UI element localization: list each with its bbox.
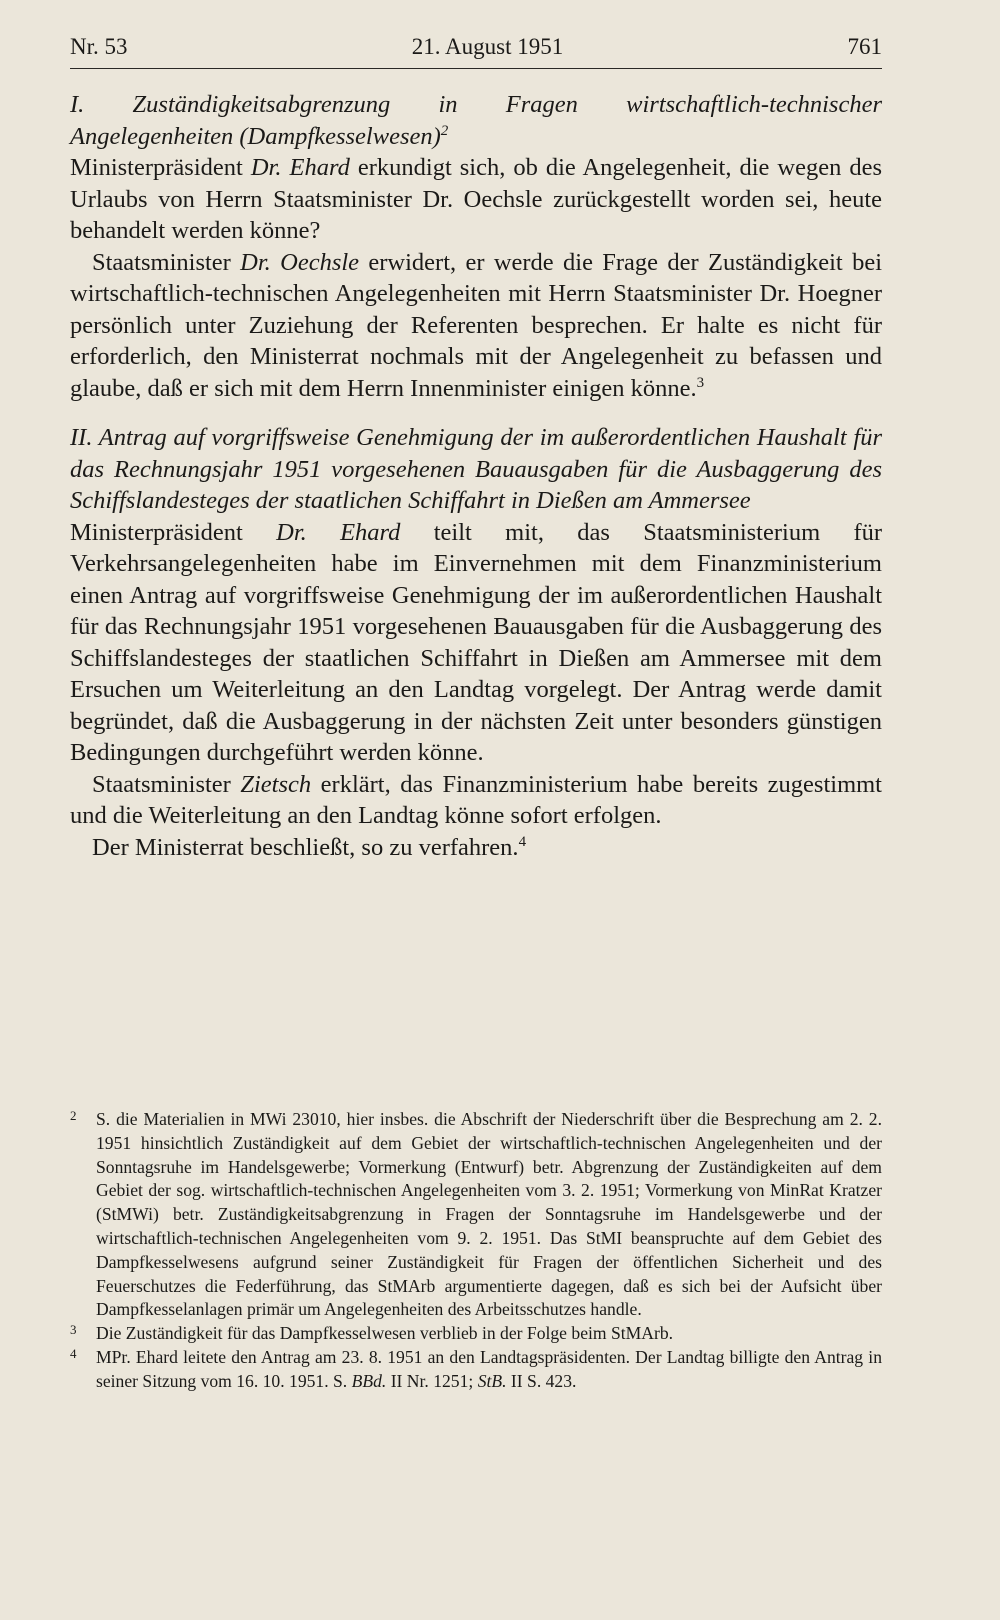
paragraph: [70, 152, 882, 247]
speaker-name: Dr. Ehard: [276, 518, 401, 546]
paragraph-text: erkundigt sich, ob die Angelegenheit, die wegen des Urlaubs von Herrn Staatsminister Dr. Oechsle zurückgestellt worden sei, heute behandelt werden könne?: [70, 154, 883, 244]
issue-number: Nr. 53: [70, 34, 128, 59]
paragraph-text: teilt mit, das Staatsministerium für Verkehrsangelegenheiten habe im Einvernehmen mit dem Finanzministerium einen Antrag auf vorgriffsweise Genehmigung der im außerordentlichen Haushalt für das Rechnungsjahr 1951 vorgesehenen Bauausgaben für die Ausbaggerung des Schiffslandesteges der staatlichen Schiffahrt in Dießen am Ammersee mit dem Ersuchen um Weiterleitung an den Landtag vorgelegt. Der Antrag werde damit begründet, daß die Ausbaggerung in der nächsten Zeit unter besonders günstigen Bedingungen durchgeführt werden könne.: [70, 518, 883, 766]
footnote-3: [70, 1322, 882, 1346]
paragraph: [70, 517, 882, 769]
paragraph: [70, 769, 882, 832]
footnotes: [70, 1108, 882, 1394]
paragraph-text: Staatsminister: [92, 248, 241, 276]
agenda-item-2-title: II. Antrag auf vorgriffsweise Genehmigung der im außerordentlichen Haushalt für das Rechnungsjahr 1951 vorgesehenen Bauausgaben für die Ausbaggerung des Schiffslandesteges der staatlichen Schiffahrt in Dießen am Ammersee: [70, 424, 882, 514]
footnote-number: 3: [70, 1322, 77, 1338]
speaker-name: Dr. Oechsle: [240, 248, 360, 276]
footnote-ref-3[interactable]: 3: [696, 374, 705, 391]
paragraph-text: erwidert, er werde die Frage der Zuständigkeit bei wirtschaftlich-technischen Angelegenheiten mit Herrn Staatsminister Dr. Hoegner persönlich unter Zuziehung der Referenten besprechen. Er halte es nicht für erforderlich, den Ministerrat nochmals mit der Angelegenheit zu befassen und glaube, daß er sich mit dem Herrn Innenminister einigen könne.: [70, 248, 882, 402]
footnote-text: II Nr. 1251;: [386, 1370, 478, 1391]
footnote-2: [70, 1108, 882, 1322]
page-header: [70, 0, 882, 69]
footnote-number: 4: [70, 1345, 77, 1361]
paragraph: [70, 247, 882, 405]
footnote-text: Die Zuständigkeit für das Dampfkesselwesen verblieb in der Folge beim StMArb.: [96, 1323, 674, 1344]
paragraph-text: Der Ministerrat beschließt, so zu verfahren.: [92, 833, 519, 861]
agenda-item-1-title: [70, 89, 882, 152]
source-reference: StB.: [477, 1370, 507, 1391]
paragraph-text: Ministerpräsident: [70, 518, 277, 546]
source-reference: BBd.: [351, 1370, 387, 1391]
footnote-text: MPr. Ehard leitete den Antrag am 23. 8. 1951 an den Landtagspräsidenten. Der Landtag billigte den Antrag in seiner Sitzung vom 16. 10. 1951. S.: [96, 1346, 882, 1391]
footnote-text: II S. 423.: [506, 1370, 577, 1391]
speaker-name: Zietsch: [240, 770, 312, 798]
footnote-ref-2[interactable]: 2: [440, 122, 449, 139]
speaker-name: Dr. Ehard: [250, 154, 350, 181]
session-date: 21. August 1951: [411, 34, 564, 59]
paragraph-text: Ministerpräsident: [70, 154, 251, 181]
main-content: [70, 69, 882, 863]
resolution-paragraph: [70, 832, 882, 864]
footnote-4: [70, 1346, 882, 1394]
paragraph-text: erklärt, das Finanzministerium habe bereits zugestimmt und die Weiterleitung an den Landtag könne sofort erfolgen.: [70, 770, 882, 829]
footnote-text: S. die Materialien in MWi 23010, hier insbes. die Abschrift der Niederschrift über die Besprechung am 2. 2. 1951 hinsichtlich Zuständigkeit auf dem Gebiet der wirtschaftlich-technischen Angelegenheiten und der Sonntagsruhe im Handelsgewerbe; Vormerkung (Entwurf) betr. Abgrenzung der Zuständigkeiten auf dem Gebiet der sog. wirtschaftlich-technischen Angelegenheiten vom 3. 2. 1951; Vormerkung von MinRat Kratzer (StMWi) betr. Zuständigkeitsabgrenzung in Fragen der Sonntagsruhe im Handelsgewerbe und der wirtschaftlich-technischen Angelegenheiten vom 9. 2. 1951. Das StMI beanspruchte auf dem Gebiet des Dampfkesselwesens aufgrund seiner Zuständigkeit für Fragen der öffentlichen Sicherheit und des Feuerschutzes die Federführung, das StMArb argumentierte dagegen, daß es sich bei der Aufsicht über Dampfkesselanlagen primär um Angelegenheiten des Arbeitsschutzes handle.: [96, 1109, 882, 1320]
paragraph-text: Staatsminister: [92, 770, 241, 798]
footnote-ref-4[interactable]: 4: [518, 833, 527, 850]
agenda-item-1-title-text: I. Zuständigkeitsabgrenzung in Fragen wirtschaftlich-technischer Angelegenheiten (Dampfkesselwesen): [70, 91, 882, 150]
page-number: 761: [847, 34, 882, 59]
footnote-number: 2: [70, 1108, 77, 1123]
